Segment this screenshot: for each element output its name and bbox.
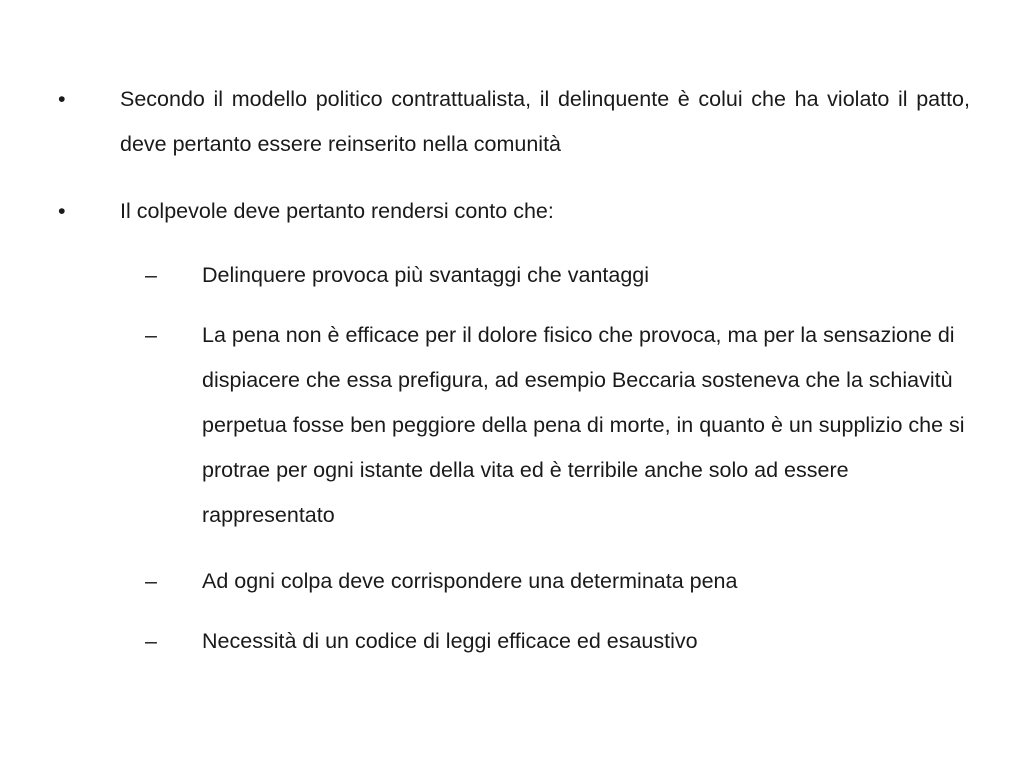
bullet-text: Secondo il modello politico contrattualista, il delinquente è colui che ha violato il patto, deve pertanto essere reinserito nella comunità [120, 87, 970, 156]
dash-marker: – [145, 629, 157, 653]
sub-item-text: La pena non è efficace per il dolore fisico che provoca, ma per la sensazione di dispiacere che essa prefigura, ad esempio Beccaria sosteneva che la schiavitù perpetua fosse ben peggiore della pena di morte, in quanto è un supplizio che si protrae per ogni istante della vita ed è terribile anche solo ad essere rappresentato [202, 323, 965, 527]
sub-item [145, 253, 970, 298]
dash-marker: – [145, 323, 157, 347]
sub-item-text: Ad ogni colpa deve corrispondere una determinata pena [202, 569, 738, 593]
bullet-item [58, 189, 970, 234]
sub-item [145, 559, 970, 604]
sub-item [145, 619, 970, 664]
sub-item-text: Delinquere provoca più svantaggi che vantaggi [202, 263, 650, 287]
bullet-marker: • [58, 199, 66, 223]
bullet-item [58, 77, 970, 169]
bullet-marker: • [58, 87, 66, 111]
dash-marker: – [145, 569, 157, 593]
sub-item-text: Necessità di un codice di leggi efficace ed esaustivo [202, 629, 698, 653]
bullet-text: Il colpevole deve pertanto rendersi conto che: [120, 199, 554, 223]
sub-item [145, 313, 970, 543]
dash-marker: – [145, 263, 157, 287]
